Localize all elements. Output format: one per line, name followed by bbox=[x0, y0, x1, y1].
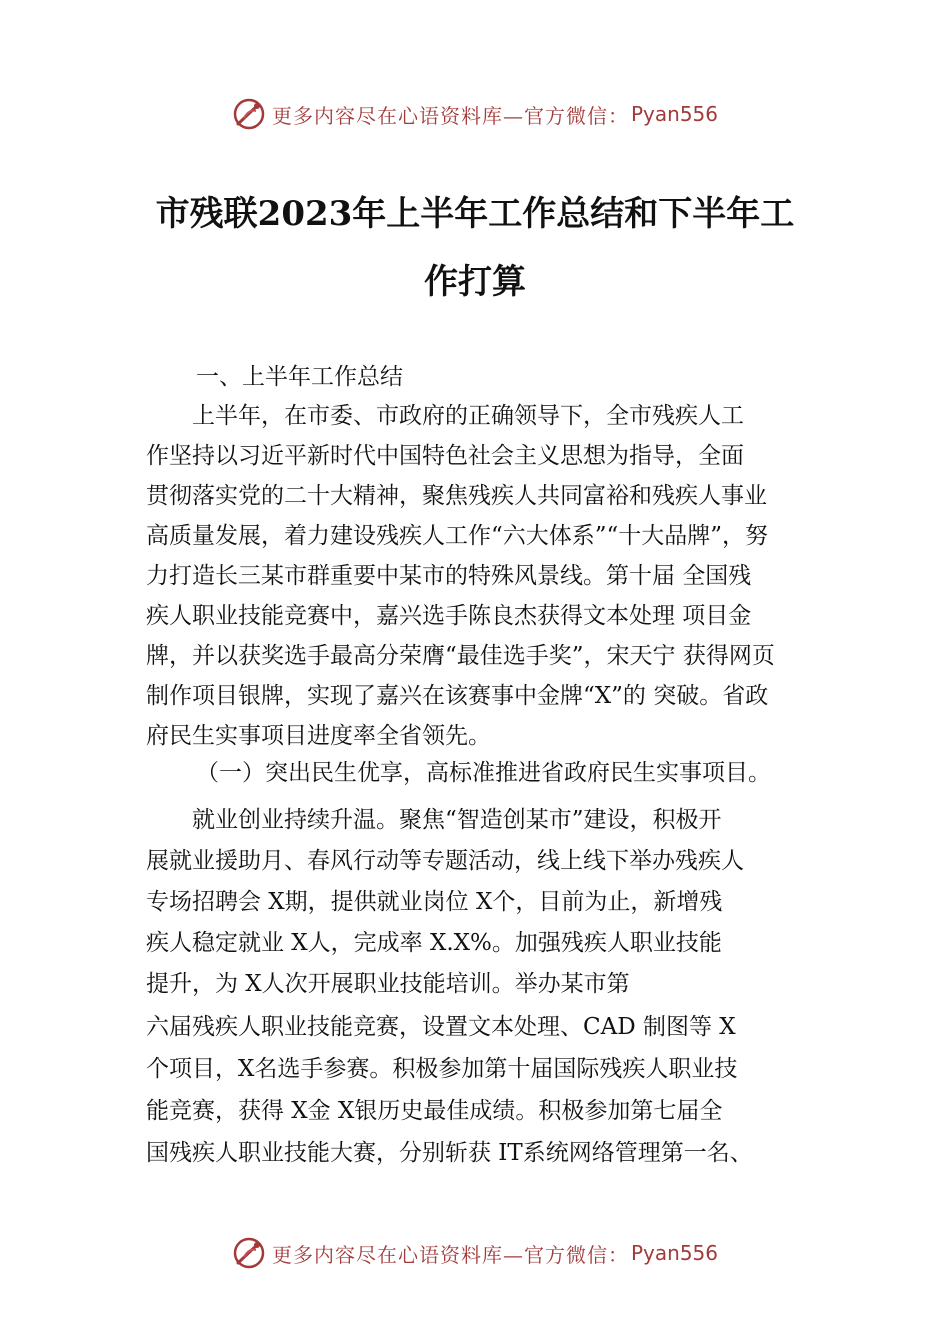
text-line: 作坚持以习近平新时代中国特色社会主义思想为指导，全面 bbox=[146, 443, 744, 469]
text-line: 力打造长三某市群重要中某市的特殊风景线。第十届 全国残 bbox=[146, 563, 752, 589]
logo-icon bbox=[232, 1236, 266, 1270]
text-line: 能竞赛，获得 X金 X银历史最佳成绩。积极参加第七届全 bbox=[146, 1098, 723, 1124]
banner-wechat-id: Pyan556 bbox=[630, 102, 718, 126]
banner-text: 更多内容尽在心语资料库—官方微信： bbox=[271, 103, 629, 128]
title-line-2: 作打算 bbox=[424, 262, 526, 302]
text-line: 就业创业持续升温。聚焦“智造创某市”建设，积极开 bbox=[146, 807, 722, 833]
text-line: 国残疾人职业技能大赛，分别斩获 IT系统网络管理第一名、 bbox=[146, 1140, 753, 1166]
banner-wechat-id: Pyan556 bbox=[630, 1241, 718, 1265]
text-line: 提升，为 X人次开展职业技能培训。举办某市第 bbox=[146, 971, 630, 997]
text-line: 牌，并以获奖选手最高分荣膺“最佳选手奖”，宋天宁 获得网页 bbox=[146, 643, 775, 669]
text-line: 六届残疾人职业技能竞赛，设置文本处理、CAD 制图等 X bbox=[146, 1014, 736, 1040]
sub-heading-1: （一）突出民生优享，高标准推进省政府民生实事项目。 bbox=[196, 760, 771, 786]
text-line: 专场招聘会 X期，提供就业岗位 X个，目前为止，新增残 bbox=[146, 889, 723, 915]
footer-banner bbox=[0, 1233, 950, 1273]
section-heading: 一、上半年工作总结 bbox=[196, 364, 403, 390]
text-line: 府民生实事项目进度率全省领先。 bbox=[146, 723, 491, 749]
text-line: 制作项目银牌，实现了嘉兴在该赛事中金牌“X”的 突破。省政 bbox=[146, 683, 769, 709]
text-line: 上半年，在市委、市政府的正确领导下，全市残疾人工 bbox=[146, 403, 744, 429]
header-banner bbox=[0, 94, 950, 134]
banner-text: 更多内容尽在心语资料库—官方微信： bbox=[271, 1242, 629, 1267]
title-line-1: 市残联2023年上半年工作总结和下半年工 bbox=[155, 194, 795, 234]
text-line: 展就业援助月、春风行动等专题活动，线上线下举办残疾人 bbox=[146, 848, 744, 874]
document-title bbox=[110, 180, 840, 316]
text-line: 疾人稳定就业 X人，完成率 X.X%。加强残疾人职业技能 bbox=[146, 930, 722, 956]
text-line: 疾人职业技能竞赛中，嘉兴选手陈良杰获得文本处理 项目金 bbox=[146, 603, 752, 629]
text-line: 个项目，X名选手参赛。积极参加第十届国际残疾人职业技 bbox=[146, 1056, 738, 1082]
text-line: 高质量发展，着力建设残疾人工作“六大体系”“十大品牌”，努 bbox=[146, 523, 769, 549]
text-line: 贯彻落实党的二十大精神，聚焦残疾人共同富裕和残疾人事业 bbox=[146, 483, 767, 509]
logo-icon bbox=[232, 97, 266, 131]
